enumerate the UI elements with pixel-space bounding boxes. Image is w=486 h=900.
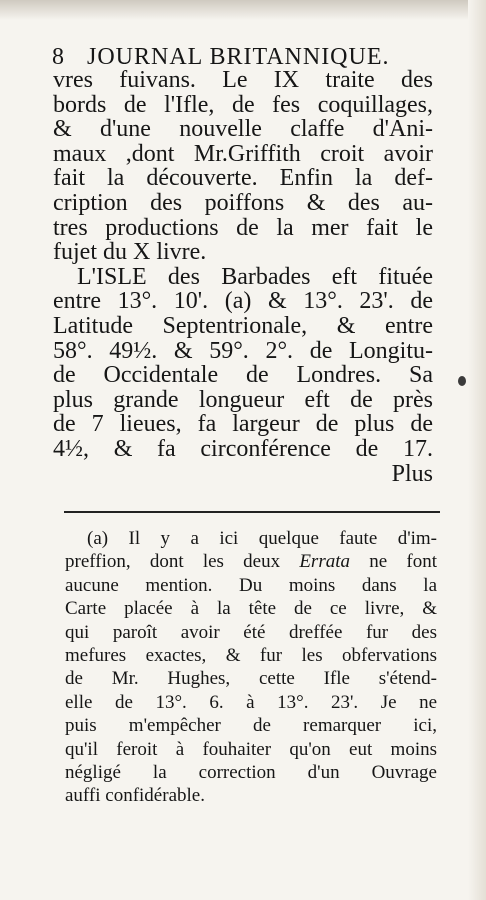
page-number: 8 (52, 44, 65, 70)
body-line: & d'une nouvelle claffe d'Ani- (53, 116, 433, 143)
footnote-line: qu'il feroit à fouhaiter qu'on eut moins (65, 738, 437, 760)
catchword: Plus (391, 460, 433, 487)
footnote-rule (64, 511, 440, 513)
body-line: 58°. 49½. & 59°. 2°. de Longitu- (53, 337, 433, 364)
footnote (65, 527, 437, 808)
footnote-line: Carte placée à la tête de ce livre, & (65, 598, 437, 620)
page-gutter-shadow (468, 0, 486, 900)
body-line: bords de l'Ifle, de fes coquillages, (53, 91, 433, 118)
footnote-line: qui paroît avoir été dreffée fur des (65, 621, 437, 643)
body-text (53, 68, 433, 486)
italic-word: Errata (299, 551, 351, 573)
footnote-line: de Mr. Hughes, cette Ifle s'étend- (65, 668, 437, 690)
body-line: plus grande longueur eft de près (53, 386, 433, 413)
body-line: vres fuivans. Le IX traite des (53, 67, 433, 93)
footnote-line: aucune mention. Du moins dans la (65, 574, 437, 596)
page-top-edge (0, 0, 486, 20)
body-line: fait la découverte. Enfin la def- (53, 165, 433, 192)
running-title: JOURNAL BRITANNIQUE. (87, 44, 390, 70)
footnote-line: elle de 13°. 6. à 13°. 23'. Je ne (65, 691, 437, 713)
body-line: entre 13°. 10'. (a) & 13°. 23'. de (53, 288, 433, 315)
footnote-line: auffi confidérable. (65, 785, 205, 807)
body-line: cription des poiffons & des au- (53, 189, 433, 216)
ink-blot (458, 376, 466, 386)
footnote-line: négligé la correction d'un Ouvrage (65, 762, 437, 784)
footnote-line: (a) Il y a ici quelque faute d'im- (87, 528, 437, 549)
body-line: fujet du X livre. (53, 239, 207, 266)
footnote-line: mefures exactes, & fur les obfervations (65, 645, 437, 667)
body-line: L'ISLE des Barbades eft fituée (77, 263, 433, 290)
body-line: tres productions de la mer fait le (53, 214, 433, 241)
body-line: Latitude Septentrionale, & entre (53, 312, 433, 339)
body-line: maux ,dont Mr.Griffith croit avoir (53, 140, 433, 167)
footnote-line: puis m'empêcher de remarquer ici, (65, 715, 437, 737)
body-line: de Occidentale de Londres. Sa (53, 362, 433, 389)
footnote-line: preffion, dont les deux Errata ne font (65, 551, 438, 573)
body-line: de 7 lieues, fa largeur de plus de (53, 411, 433, 438)
body-line: 4½, & fa circonférence de 17. (53, 435, 433, 462)
